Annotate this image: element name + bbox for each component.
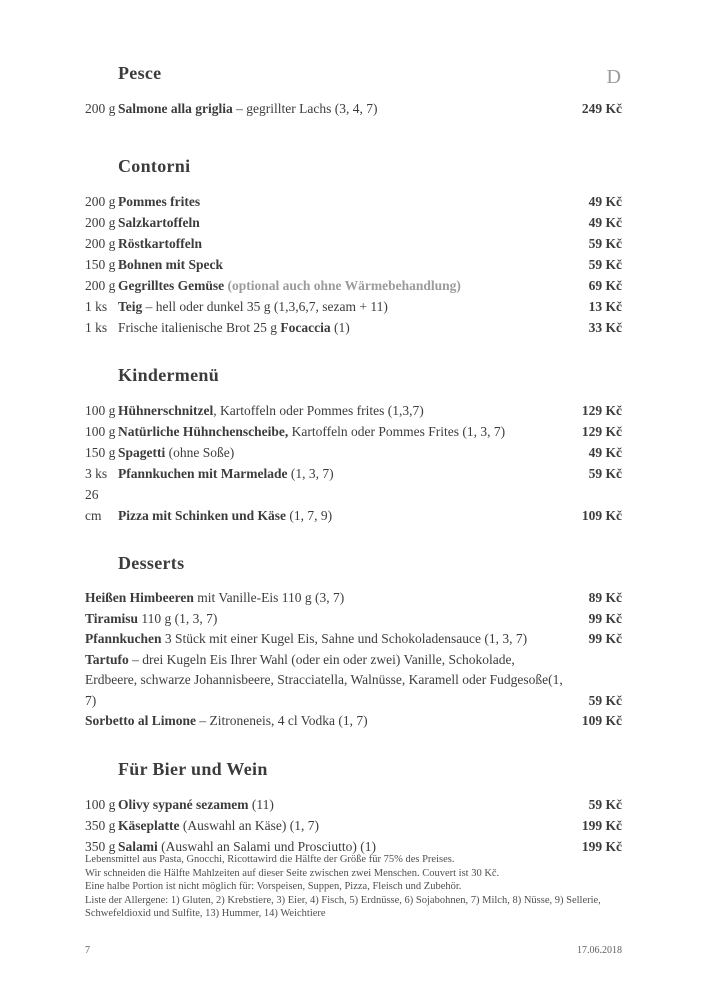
item-description: – gegrillter Lachs (3, 4, 7) <box>232 101 378 116</box>
menu-item <box>85 191 622 212</box>
menu-item <box>85 400 622 421</box>
item-name: Salmone alla griglia <box>118 101 233 116</box>
item-quantity: 200 g <box>85 278 116 293</box>
page-date: 17.06.2018 <box>577 945 622 956</box>
item-price: 13 Kč <box>588 299 622 314</box>
item-text <box>118 839 376 854</box>
item-name: Focaccia <box>280 320 331 335</box>
menu-section-kindermen <box>85 364 622 526</box>
item-price: 59 Kč <box>588 466 622 481</box>
item-text <box>118 818 319 833</box>
menu-item <box>85 484 622 526</box>
section-title: Pesce <box>118 63 162 83</box>
item-description: , Kartoffeln oder Pommes frites (1,3,7) <box>213 403 424 418</box>
menu-item <box>85 275 622 296</box>
item-name: Tiramisu <box>85 610 139 626</box>
menu-item <box>85 421 622 442</box>
item-text <box>118 445 234 460</box>
item-description: 110 g (1, 3, 7) <box>138 610 218 626</box>
item-name: Hühnerschnitzel <box>118 403 214 418</box>
item-text <box>85 611 217 626</box>
item-quantity: 200 g <box>85 194 116 209</box>
menu-sections <box>85 62 622 857</box>
item-quantity: 1 ks <box>85 320 108 335</box>
item-text <box>118 424 505 439</box>
item-price: 89 Kč <box>588 590 622 605</box>
item-price: 99 Kč <box>588 631 622 646</box>
item-name: Pfannkuchen mit Marmelade <box>118 466 288 481</box>
item-note-gray: (optional auch ohne Wärmebehandlung) <box>224 278 461 293</box>
item-text <box>118 236 202 251</box>
note-line: Lebensmittel aus Pasta, Gnocchi, Ricottawird die Hälfte der Größe für 75% des Preises. <box>85 854 455 865</box>
item-price: 49 Kč <box>588 194 622 209</box>
item-name: Olivy sypané sezamem <box>118 796 249 812</box>
item-text <box>118 466 334 481</box>
page-number: 7 <box>85 945 90 956</box>
item-quantity: 1 ks <box>85 299 108 314</box>
menu-item <box>85 815 622 836</box>
section-title: Contorni <box>118 156 191 176</box>
section-title: Desserts <box>118 553 185 573</box>
item-name: Heißen Himbeeren <box>85 590 194 605</box>
item-price: 59 Kč <box>588 796 622 812</box>
item-price: 199 Kč <box>581 838 622 854</box>
menu-item <box>85 588 622 609</box>
menu-item <box>85 212 622 233</box>
item-name: Röstkartoffeln <box>118 236 202 251</box>
item-quantity: 200 g <box>85 215 116 230</box>
item-price: 59 Kč <box>588 257 622 272</box>
menu-item <box>85 609 622 630</box>
item-quantity: 350 g <box>85 838 116 854</box>
menu-item <box>85 463 622 484</box>
item-price: 99 Kč <box>588 610 622 626</box>
item-description: (Auswahl an Käse) (1, 7) <box>179 817 319 833</box>
item-price: 59 Kč <box>588 692 622 708</box>
page-section-letter: D <box>606 66 622 88</box>
section-title: Kindermenü <box>118 365 220 385</box>
item-text <box>118 403 424 418</box>
item-text <box>118 194 200 209</box>
item-quantity: 100 g <box>85 403 116 418</box>
item-name: Salami <box>118 838 158 854</box>
menu-item <box>85 317 622 338</box>
item-price: 199 Kč <box>581 817 622 833</box>
menu-item <box>85 233 622 254</box>
note-line: Liste der Allergene: 1) Gluten, 2) Krebstiere, 3) Eier, 4) Fisch, 5) Erdnüsse, 6) Sojabohnen, 7) Milch, 8) Nüsse, 9) Sellerie, <box>85 894 601 906</box>
item-quantity: 150 g <box>85 445 116 460</box>
item-description: – Zitroneneis, 4 cl Vodka (1, 7) <box>196 713 368 728</box>
item-text <box>118 101 377 116</box>
menu-section-pesce <box>85 62 622 119</box>
item-name: Tartufo <box>85 651 129 667</box>
item-name: Bohnen mit Speck <box>118 257 224 272</box>
menu-item <box>85 254 622 275</box>
item-text <box>118 320 350 335</box>
item-text <box>118 797 274 812</box>
item-quantity: 150 g <box>85 257 116 272</box>
item-description: Frische italienische Brot 25 g <box>118 320 281 335</box>
item-price: 129 Kč <box>581 424 622 439</box>
menu-item <box>85 650 622 712</box>
item-description: – hell oder dunkel 35 g (1,3,6,7, sezam + 11) <box>142 299 388 314</box>
item-name: Salzkartoffeln <box>118 215 200 230</box>
item-text <box>118 299 388 314</box>
item-text <box>118 215 200 230</box>
item-text <box>118 278 461 293</box>
menu-item <box>85 794 622 815</box>
item-price: 109 Kč <box>581 508 622 523</box>
menu-notes <box>85 853 622 921</box>
item-description: mit Vanille-Eis 110 g (3, 7) <box>193 590 345 605</box>
item-description: – drei Kugeln Eis Ihrer Wahl (oder ein oder zwei) Vanille, Schokolade, Erdbeere, schwarze Johannisbeere, Stracciatella, Walnüsse, Karamell oder Fudgesoße(1, 7) <box>85 651 563 708</box>
menu-section-f-r-bier-und-wein <box>85 758 622 857</box>
item-price: 59 Kč <box>588 236 622 251</box>
note-line: Schwefeldioxid und Sulfite, 13) Hummer, 14) Weichtiere <box>85 908 326 920</box>
menu-section-desserts <box>85 552 622 732</box>
item-description: (11) <box>248 796 274 812</box>
item-text <box>118 257 223 272</box>
item-description: Kartoffeln oder Pommes Frites (1, 3, 7) <box>288 424 506 439</box>
item-name: Sorbetto al Limone <box>85 713 196 728</box>
menu-item <box>85 629 622 650</box>
item-name: Pizza mit Schinken und Käse <box>118 508 287 523</box>
item-text <box>85 652 563 708</box>
item-text <box>85 713 368 728</box>
menu-section-contorni <box>85 155 622 338</box>
page-footer <box>85 945 622 956</box>
section-title: Für Bier und Wein <box>118 758 268 779</box>
item-quantity: 350 g <box>85 817 116 833</box>
item-price: 249 Kč <box>581 101 622 116</box>
item-quantity: 100 g <box>85 424 116 439</box>
item-price: 33 Kč <box>588 320 622 335</box>
item-text <box>85 590 344 605</box>
item-quantity: 3 ks <box>85 466 108 481</box>
item-name: Pfannkuchen <box>85 631 162 646</box>
item-quantity: 100 g <box>85 796 116 812</box>
item-description: 3 Stück mit einer Kugel Eis, Sahne und Schokoladensauce (1, 3, 7) <box>161 631 528 646</box>
item-name: Gegrilltes Gemüse <box>118 278 225 293</box>
note-line: Eine halbe Portion ist nicht möglich für: Vorspeisen, Suppen, Pizza, Fleisch und Zubehör. <box>85 881 462 893</box>
item-price: 129 Kč <box>581 403 622 418</box>
item-text <box>118 508 332 523</box>
item-quantity: 200 g <box>85 236 116 251</box>
item-name: Käseplatte <box>118 817 180 833</box>
menu-item <box>85 296 622 317</box>
item-name: Pommes frites <box>118 194 201 209</box>
item-description: (1, 7, 9) <box>286 508 333 523</box>
item-quantity: 200 g <box>85 101 116 116</box>
item-description: (1) <box>330 320 350 335</box>
menu-item <box>85 98 622 119</box>
item-description: (ohne Soße) <box>165 445 235 460</box>
item-name: Natürliche Hühnchenscheibe, <box>118 424 289 439</box>
item-price: 69 Kč <box>588 278 622 293</box>
menu-item <box>85 442 622 463</box>
item-description: (Auswahl an Salami und Prosciutto) (1) <box>157 838 376 854</box>
item-price: 49 Kč <box>588 215 622 230</box>
item-name: Spagetti <box>118 445 166 460</box>
item-price: 109 Kč <box>581 713 622 728</box>
item-name: Teig <box>118 299 143 314</box>
item-text <box>85 631 527 646</box>
menu-item <box>85 711 622 732</box>
item-description: (1, 3, 7) <box>287 466 334 481</box>
note-line: Wir schneiden die Hälfte Mahlzeiten auf dieser Seite zwischen zwei Menschen. Couvert ist 30 Kč. <box>85 867 500 879</box>
item-price: 49 Kč <box>588 445 622 460</box>
item-quantity: 26 cm <box>85 487 102 523</box>
